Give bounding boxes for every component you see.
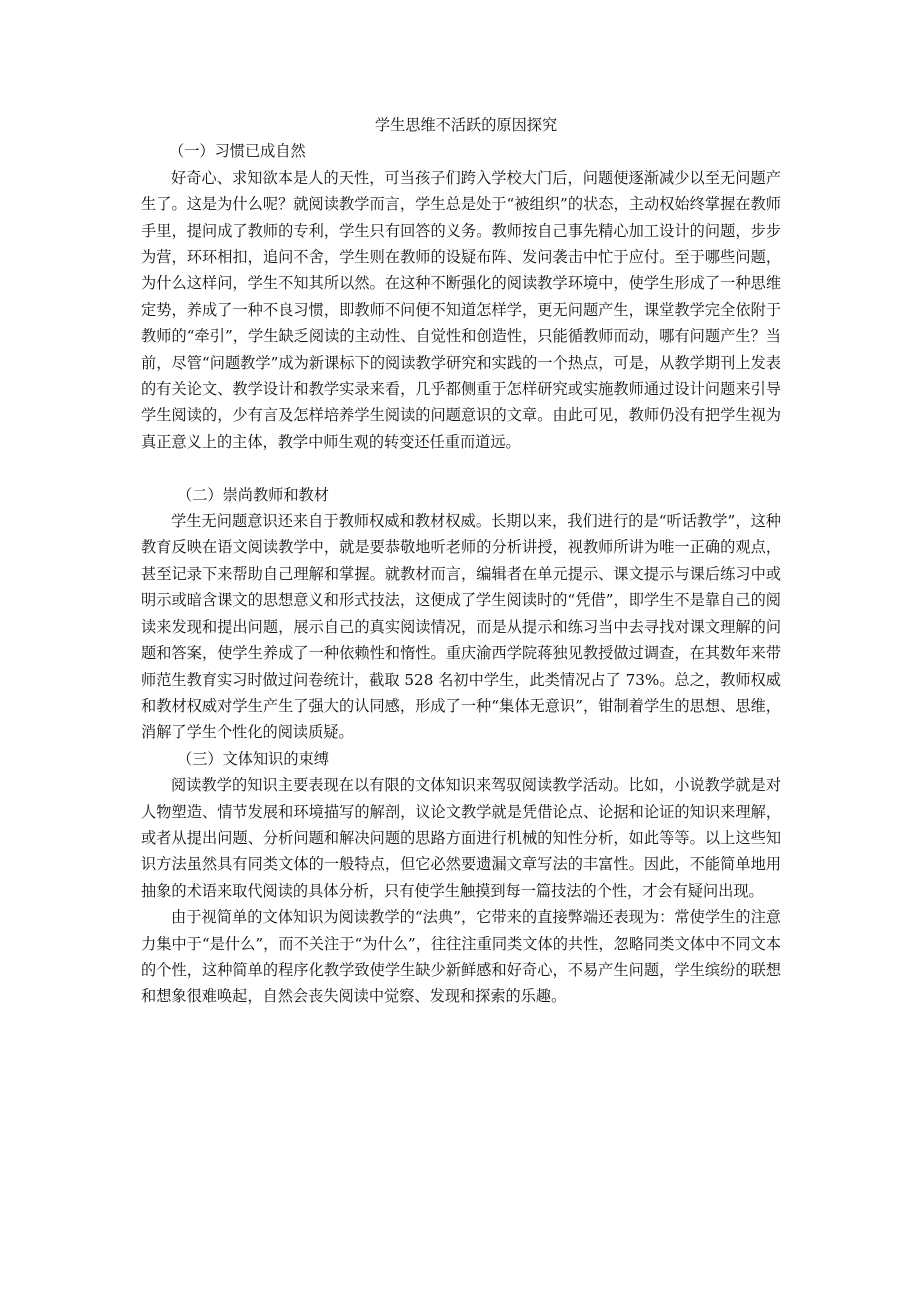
- section-2-paragraph-1: 学生无问题意识还来自于教师权威和教材权威。长期以来，我们进行的是“听话教学”，这种教育反映在语文阅读教学中，就是要恭敬地听老师的分析讲授，视教师所讲为唯一正确的观点，甚至记录下来帮助自己理解和掌握。就教材而言，编辑者在单元提示、课文提示与课后练习中或明示或暗含课文的思想意义和形式技法，这便成了学生阅读时的“凭借”，即学生不是靠自己的阅读来发现和提出问题，展示自己的真实阅读情况，而是从提示和练习当中去寻找对课文理解的问题和答案，使学生养成了一种依赖性和惰性。重庆渝西学院蒋独见教授做过调查，在其数年来带师范生教育实习时做过问卷统计，截取 528 名初中学生，此类情况占了 73%。总之，教师权威和教材权威对学生产生了强大的认同感，形成了一种“集体无意识”，钳制着学生的思想、思维，消解了学生个性化的阅读质疑。: [141, 512, 781, 742]
- section-heading-1: （一）习惯已成自然: [169, 142, 306, 161]
- section-1-paragraph-1: 好奇心、求知欲本是人的天性，可当孩子们跨入学校大门后，问题便逐渐减少以至无问题产生了。这是为什么呢？就阅读教学而言，学生总是处于“被组织”的状态，主动权始终掌握在教师手里，提问成了教师的专利，学生只有回答的义务。教师按自己事先精心加工设计的问题，步步为营，环环相扣，追问不舍，学生则在教师的设疑布阵、发问袭击中忙于应付。至于哪些问题，为什么这样问，学生不知其所以然。在这种不断强化的阅读教学环境中，使学生形成了一种思维定势，养成了一种不良习惯，即教师不问便不知道怎样学，更无问题产生，课堂教学完全依附于教师的“牵引”，学生缺乏阅读的主动性、自觉性和创造性，只能循教师而动，哪有问题产生？当前，尽管“问题教学”成为新课标下的阅读教学研究和实践的一个热点，可是，从教学期刊上发表的有关论文、教学设计和教学实录来看，几乎都侧重于怎样研究或实施教师通过设计问题来引导学生阅读的，少有言及怎样培养学生阅读的问题意识的文章。由此可见，教师仍没有把学生视为真正意义上的主体，教学中师生观的转变还任重而道远。: [141, 168, 781, 451]
- section-heading-3: （三）文体知识的束缚: [177, 749, 329, 768]
- document-title: 学生思维不活跃的原因探究: [374, 116, 558, 134]
- section-heading-2: （二）崇尚教师和教材: [177, 485, 329, 504]
- document-page: [141, 112, 781, 1010]
- section-spacer: [141, 455, 781, 481]
- section-3-paragraph-1: 阅读教学的知识主要表现在以有限的文体知识来驾驭阅读教学活动。比如，小说教学就是对人物塑造、情节发展和环境描写的解剖，议论文教学就是凭借论点、论据和论证的知识来理解，或者从提出问题、分析问题和解决问题的思路方面进行机械的知性分析，如此等等。以上这些知识方法虽然具有同类文体的一般特点，但它必然要遗漏文章写法的丰富性。因此，不能简单地用抽象的术语来取代阅读的具体分析，只有使学生触摸到每一篇技法的个性，才会有疑问出现。: [141, 776, 781, 900]
- section-3-paragraph-2: 由于视简单的文体知识为阅读教学的“法典”，它带来的直接弊端还表现为：常使学生的注意力集中于“是什么”，而不关注于“为什么”，往往注重同类文体的共性，忽略同类文体中不同文本的个性，这种简单的程序化教学致使学生缺少新鲜感和好奇心，不易产生问题，学生缤纷的联想和想象很难唤起，自然会丧失阅读中觉察、发现和探索的乐趣。: [141, 908, 781, 1006]
